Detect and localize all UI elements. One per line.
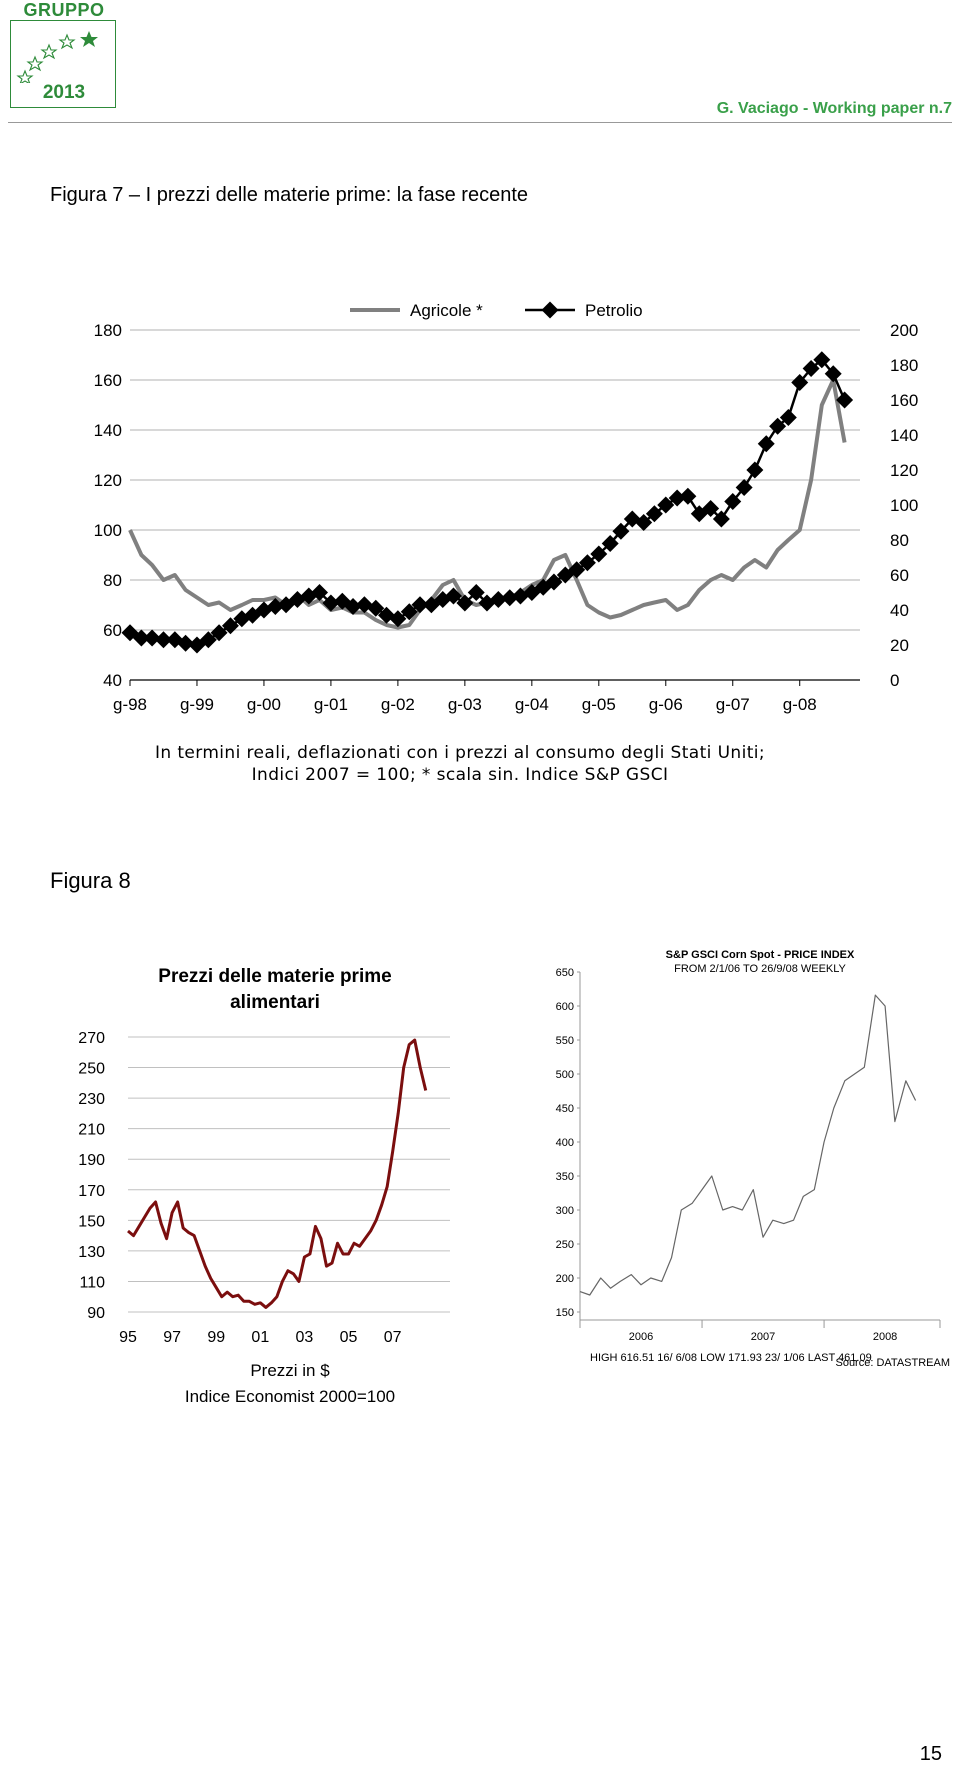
- x-tick-label: 97: [163, 1329, 182, 1346]
- y-tick-label: 500: [555, 1069, 574, 1081]
- left-tick-label: 100: [93, 521, 122, 540]
- page-number: 15: [919, 1743, 942, 1765]
- legend-label-petrolio: Petrolio: [585, 301, 643, 320]
- x-tick-label: 03: [295, 1329, 314, 1346]
- legend-marker-petrolio: [542, 302, 559, 319]
- y-tick-label: 300: [555, 1205, 574, 1217]
- x-tick-label: g-03: [447, 695, 482, 714]
- series-line-corn: [580, 995, 916, 1295]
- y-tick-label: 200: [555, 1273, 574, 1285]
- right-tick-label: 80: [890, 531, 909, 550]
- figure7-chart: [0, 290, 960, 1010]
- x-tick-label: 2008: [872, 1331, 898, 1343]
- y-tick-label: 190: [78, 1152, 105, 1170]
- right-tick-label: 200: [890, 321, 919, 340]
- right-tick-label: 60: [890, 566, 909, 585]
- x-tick-label: 2007: [750, 1331, 776, 1343]
- y-tick-label: 230: [78, 1091, 105, 1109]
- y-tick-label: 210: [78, 1121, 105, 1139]
- data-point-petrolio: [679, 488, 696, 505]
- x-tick-label: 99: [207, 1329, 226, 1346]
- data-point-petrolio: [758, 435, 775, 452]
- x-tick-label: 95: [119, 1329, 137, 1346]
- x-axis-label-line1: Prezzi in $: [250, 1361, 330, 1380]
- figure7-title: Figura 7 – I prezzi delle materie prime: la fase recente: [50, 184, 528, 206]
- x-tick-label: g-05: [581, 695, 616, 714]
- x-tick-label: g-02: [380, 695, 415, 714]
- working-paper-label: G. Vaciago - Working paper n.7: [716, 100, 952, 117]
- x-tick-label: 05: [339, 1329, 358, 1346]
- right-tick-label: 140: [890, 426, 919, 445]
- corn-spot-chart: [540, 950, 960, 1400]
- y-tick-label: 350: [555, 1171, 574, 1183]
- x-tick-label: g-06: [648, 695, 683, 714]
- left-tick-label: 60: [103, 621, 122, 640]
- y-tick-label: 450: [555, 1103, 574, 1115]
- left-tick-label: 180: [93, 321, 122, 340]
- y-tick-label: 550: [555, 1035, 574, 1047]
- chart-title: S&P GSCI Corn Spot - PRICE INDEX: [665, 950, 855, 961]
- x-tick-label: 01: [251, 1329, 270, 1346]
- figure7-caption-line1: In termini reali, deflazionati con i prezzi al consumo degli Stati Uniti;: [154, 743, 766, 763]
- x-tick-label: g-00: [246, 695, 281, 714]
- right-tick-label: 120: [890, 461, 919, 480]
- x-tick-label: g-99: [179, 695, 214, 714]
- x-axis-label-line2: Indice Economist 2000=100: [184, 1387, 396, 1406]
- logo-year: 2013: [42, 82, 86, 103]
- y-tick-label: 270: [78, 1030, 105, 1047]
- left-tick-label: 140: [93, 421, 122, 440]
- right-tick-label: 180: [890, 356, 919, 375]
- chart-footer-stats: HIGH 616.51 16/ 6/08 LOW 171.93 23/ 1/06 LAST 461.09: [590, 1352, 872, 1364]
- gruppo-2013-logo: [8, 0, 120, 110]
- y-tick-label: 150: [555, 1307, 574, 1319]
- right-tick-label: 20: [890, 636, 909, 655]
- chart-source: Source: DATASTREAM: [835, 1357, 950, 1369]
- stars-icon: [11, 23, 115, 83]
- right-tick-label: 0: [890, 671, 900, 690]
- right-tick-label: 40: [890, 601, 909, 620]
- left-tick-label: 160: [93, 371, 122, 390]
- x-tick-label: g-01: [313, 695, 348, 714]
- x-tick-label: 07: [383, 1329, 402, 1346]
- food-prices-chart: [0, 950, 460, 1430]
- left-tick-label: 80: [103, 571, 122, 590]
- left-tick-label: 40: [103, 671, 122, 690]
- x-tick-label: 2006: [628, 1331, 654, 1343]
- y-tick-label: 600: [555, 1001, 574, 1013]
- y-tick-label: 400: [555, 1137, 574, 1149]
- x-tick-label: g-08: [782, 695, 817, 714]
- x-tick-label: g-04: [514, 695, 549, 714]
- chart-title-line2: alimentari: [230, 992, 320, 1013]
- y-tick-label: 110: [79, 1274, 105, 1292]
- y-tick-label: 250: [555, 1239, 574, 1251]
- y-tick-label: 130: [78, 1243, 105, 1261]
- y-tick-label: 170: [78, 1182, 105, 1200]
- series-line-food-prices: [128, 1040, 426, 1307]
- logo-title: GRUPPO: [23, 0, 105, 20]
- x-tick-label: g-07: [715, 695, 750, 714]
- chart-subtitle: FROM 2/1/06 TO 26/9/08 WEEKLY: [674, 963, 846, 975]
- chart-title-line1: Prezzi delle materie prime: [158, 966, 392, 987]
- logo-frame: [10, 20, 116, 108]
- y-tick-label: 650: [555, 967, 574, 979]
- right-tick-label: 100: [890, 496, 919, 515]
- y-tick-label: 90: [87, 1305, 105, 1322]
- figure8-title: Figura 8: [50, 868, 131, 893]
- x-tick-label: g-98: [112, 695, 148, 714]
- right-tick-label: 160: [890, 391, 919, 410]
- data-point-petrolio: [746, 462, 763, 479]
- y-tick-label: 250: [78, 1060, 105, 1078]
- figure7-caption-line2: Indici 2007 = 100; * scala sin. Indice S&P GSCI: [251, 765, 669, 785]
- legend-label-agricole: Agricole *: [410, 301, 483, 320]
- header-divider: [8, 122, 952, 123]
- left-tick-label: 120: [93, 471, 122, 490]
- y-tick-label: 150: [78, 1213, 105, 1231]
